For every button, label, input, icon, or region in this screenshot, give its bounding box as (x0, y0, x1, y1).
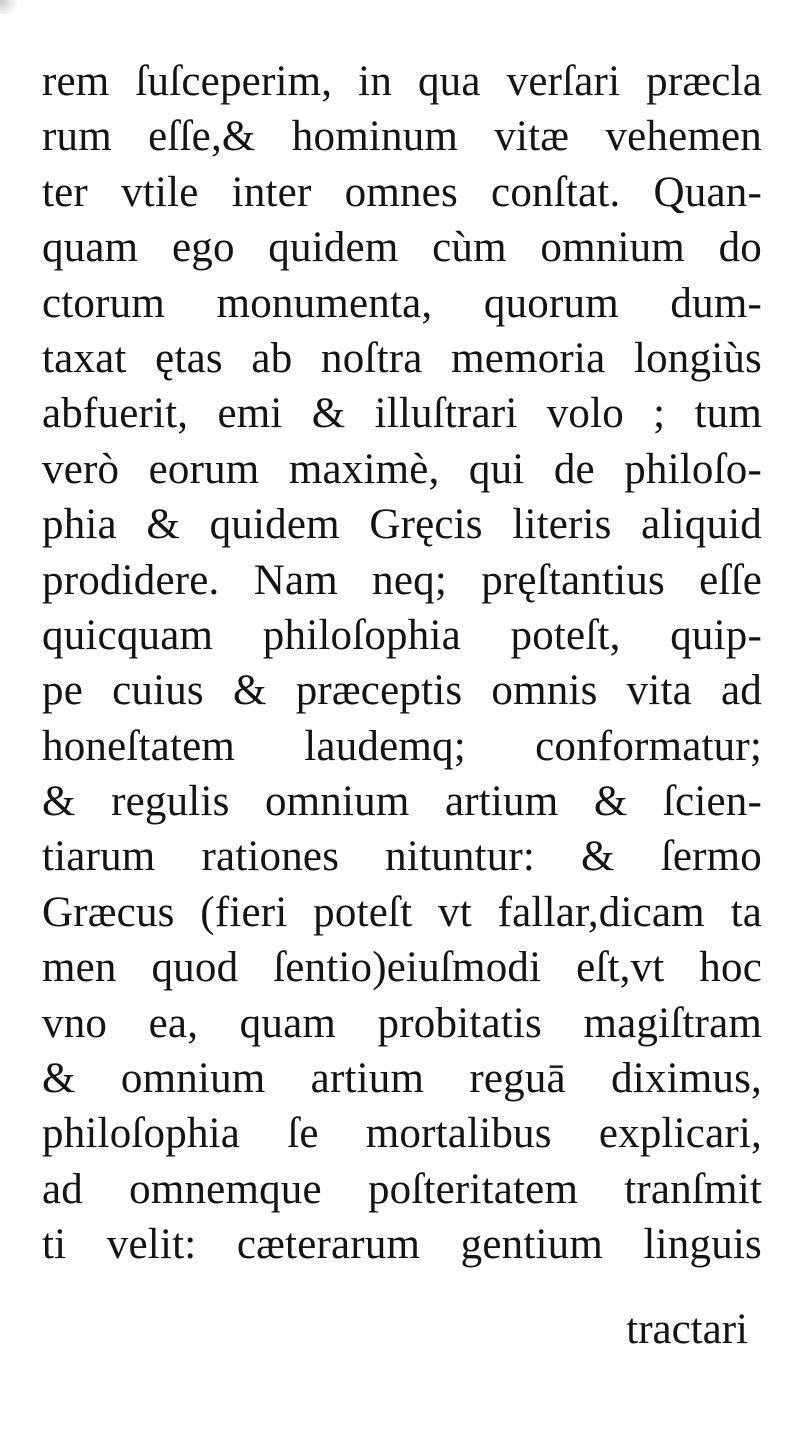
text-line: quicquam philoſophia poteſt, quip- (42, 611, 762, 659)
text-block (42, 54, 762, 1273)
text-line: taxat ętas ab noſtra memoria longiùs (42, 334, 762, 382)
text-line: rum eſſe,& hominum vitæ vehemen (42, 113, 762, 161)
text-line: phia & quidem Gręcis literis aliquid (42, 501, 762, 549)
text-line: ti velit: cæterarum gentium linguis (42, 1221, 762, 1269)
text-line: & omnium artium reguā diximus, (42, 1055, 762, 1103)
text-line: quam ego quidem cùm omnium do (42, 224, 762, 272)
text-line: ter vtile inter omnes conſtat. Quan- (42, 168, 762, 216)
text-line: verò eorum maximè, qui de philoſo- (42, 445, 762, 493)
text-line: tiarum rationes nituntur: & ſermo (42, 833, 762, 881)
text-line: ctorum monumenta, quorum dum- (42, 279, 762, 327)
text-line: prodidere. Nam neq; pręſtantius eſſe (42, 556, 762, 604)
catchword: tractari (626, 1306, 748, 1353)
text-line: honeſtatem laudemq; conformatur; (42, 722, 762, 770)
text-line: ad omnemque poſteritatem tranſmit (42, 1165, 762, 1213)
text-line: rem ſuſceperim, in qua verſari præcla (42, 58, 762, 105)
scan-edge-shadow (0, 0, 22, 14)
text-line: vno ea, quam probitatis magiſtram (42, 999, 762, 1047)
text-line: abfuerit, emi & illuſtrari volo ; tum (42, 390, 762, 438)
text-line: & regulis omnium artium & ſcien- (42, 778, 762, 826)
text-line: pe cuius & præceptis omnis vita ad (42, 667, 762, 715)
text-line: men quod ſentio)eiuſmodi eſt,vt hoc (42, 944, 762, 992)
text-line: philoſophia ſe mortalibus explicari, (42, 1110, 762, 1158)
text-line: Græcus (fieri poteſt vt fallar,dicam ta (42, 888, 762, 936)
